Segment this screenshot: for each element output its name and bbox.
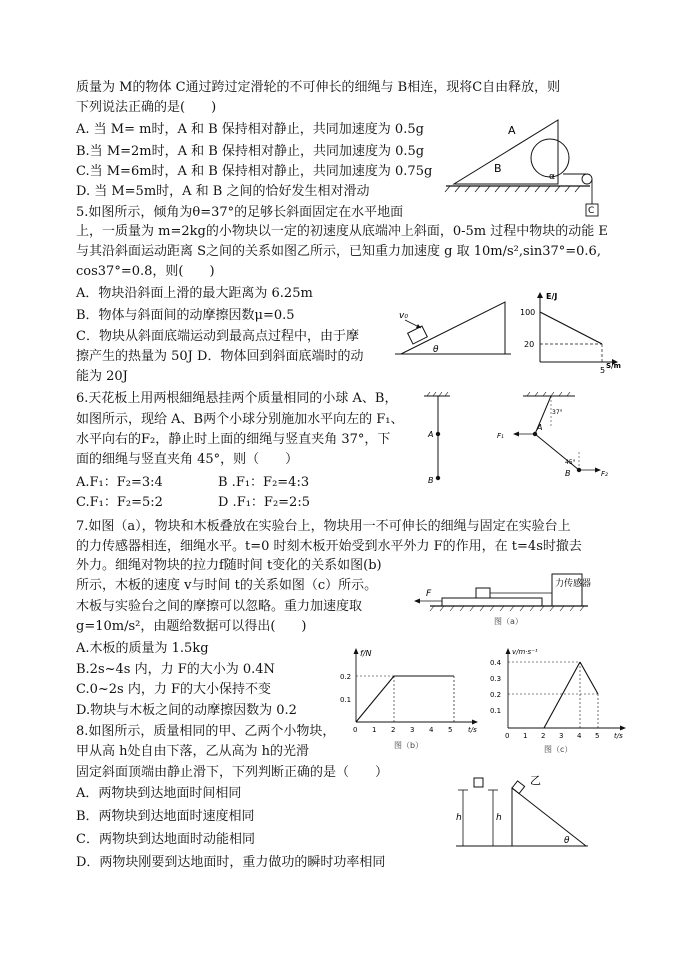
q7-graph-b-xtick-2: 2: [391, 726, 396, 734]
q7-graph-c-xlabel: t/s: [614, 732, 623, 740]
q7-graph-b-ylabel: f/N: [360, 649, 372, 658]
q5-graph-ylabel: E/J: [546, 292, 558, 301]
q4-option-c: C.当 M=6m时，A 和 B 保持相对静止，共同加速度为 0.75g: [76, 164, 433, 179]
q8-stem-line-2: 甲从高 h处自由下落，乙从高为 h的光滑: [76, 744, 310, 759]
q5-graph-y100: 100: [520, 308, 536, 317]
q6-initial-figure: [422, 392, 452, 488]
q6-fig1-label-b: B: [428, 476, 434, 485]
q6-fig2-label-ang1: 37°: [552, 409, 563, 416]
q7-graph-c-xtick-0: 0: [505, 732, 510, 740]
q5-label-theta: θ: [433, 345, 439, 355]
q6-fig1-label-a: A: [428, 430, 434, 439]
q7-stem-line-2: 的力传感器相连，细绳水平。t=0 时刻木板开始受到水平外力 F的作用，在 t=4s时撤去: [76, 539, 582, 554]
q7-graph-c-xtick-1: 1: [523, 732, 528, 740]
q8-option-c: C．两物块到达地面时动能相同: [76, 832, 255, 847]
q4-label-a: A: [508, 124, 516, 137]
q5-option-d: 能为 20J: [76, 369, 128, 384]
q5-option-b: B．物体与斜面间的动摩擦因数μ=0.5: [76, 308, 295, 323]
q8-option-b: B．两物块到达地面时速度相同: [76, 809, 255, 824]
q5-graph-y20: 20: [524, 340, 535, 349]
q4-option-b: B.当 M=2m时，A 和 B 保持相对静止，共同加速度为 0.5g: [76, 144, 425, 159]
q4-label-b: B: [494, 162, 502, 175]
q7-option-b: B.2s~4s 内，力 F的大小为 0.4N: [76, 662, 275, 677]
q7-graph-c-ylabel: v/m·s⁻¹: [512, 648, 538, 656]
q7-stem-line-4: 所示，木板的速度 v与时间 t的关系如图（c）所示。: [76, 578, 378, 593]
q8-stem-line-3: 固定斜面顶端由静止滑下，下列判断正确的是（ ）: [76, 765, 389, 780]
q6-stem-line-1: 6.天花板上用两根細绳悬挂两个质量相同的小球 A、B，: [76, 391, 398, 406]
q6-stem-line-4: 面的细绳与竖直夹角 45°，则（ ）: [76, 452, 299, 467]
q7-graph-b-xtick-5: 5: [448, 726, 453, 734]
q7-graph-b: [340, 644, 490, 752]
q7-graph-b-xtick-4: 4: [429, 726, 434, 734]
q7-graph-c-xtick-4: 4: [577, 732, 582, 740]
q7-fig-a-force-label: F: [426, 589, 432, 599]
q7-graph-c-xtick-3: 3: [559, 732, 564, 740]
q7-stem-line-5: 木板与实验台之间的摩擦可以忽略。重力加速度取: [76, 599, 363, 614]
q7-stem-line-3: 外力。细绳对物块的拉力f随时间 t变化的关系如图(b): [76, 558, 382, 573]
q4-label-c: C: [588, 206, 595, 216]
q4-option-a: A. 当 M= m时，A 和 B 保持相对静止，共同加速度为 0.5g: [76, 122, 424, 137]
q7-stem-line-1: 7.如图（a），物块和木板叠放在实验台上，物块用一不可伸长的细绳与固定在实验台上: [76, 519, 571, 534]
q8-stem-line-1: 8.如图所示，质量相同的甲、乙两个小物块，: [76, 724, 336, 739]
q7-graph-c-ytick-0.2: 0.2: [490, 691, 502, 699]
q7-graph-c-ytick-0.4: 0.4: [490, 659, 502, 667]
q6-stem-line-3: 水平向右的F₂，静止时上面的细绳与竖直夹角 37°，下: [76, 432, 391, 447]
q8-label-yi: 乙: [530, 774, 541, 787]
q7-graph-b-xlabel: t/s: [468, 726, 477, 734]
q5-option-a: A．物块沿斜面上滑的最大距离为 6.25m: [76, 286, 313, 301]
q7-graph-c: [488, 644, 636, 756]
q5-energy-graph: [512, 290, 622, 378]
q7-graph-b-caption: 图（b）: [394, 741, 424, 750]
q7-stem-line-6: g=10m/s²，由题给数据可以得出( ): [76, 619, 307, 634]
q5-stem-line-3: 与其沿斜面运动距离 S之间的关系如图乙所示，已知重力加速度 g 取 10m/s²,sin37°=0.6,: [76, 244, 601, 259]
q5-option-c: C．物块从斜面底端运动到最高点过程中，由于摩: [76, 329, 359, 344]
q7-option-a: A.木板的质量为 1.5kg: [76, 641, 209, 656]
q6-option-c: C.F₁：F₂=5:2: [76, 495, 163, 510]
q7-apparatus-figure: [414, 570, 594, 630]
q8-option-d: D．两物块刚要到达地面时，重力做功的瞬时功率相同: [76, 855, 386, 870]
q5-graph-xlabel: S/m: [606, 362, 621, 370]
q6-fig2-label-ang2: 45°: [565, 459, 576, 466]
q8-option-a: A．两物块到达地面时间相同: [76, 786, 242, 801]
q8-label-h1: h: [456, 813, 462, 823]
q7-graph-b-xtick-3: 3: [410, 726, 415, 734]
q7-graph-c-ytick-0.3: 0.3: [490, 675, 502, 683]
q7-fig-a-sensor-label-1: 力传感器: [555, 579, 592, 589]
q5-label-v0: v₀: [399, 311, 408, 321]
q7-fig-a-caption: 图（a）: [494, 617, 523, 626]
q7-graph-c-xtick-2: 2: [541, 732, 546, 740]
q6-fig2-label-f1: F₁: [497, 432, 504, 440]
q7-option-c: C.0~2s 内，力 F的大小保持不变: [76, 682, 272, 697]
q7-graph-b-xtick-0: 0: [353, 726, 358, 734]
q5-stem-line-2: 上，一质量为 m=2kg的小物块以一定的初速度从底端冲上斜面，0-5m 过程中物块的动能 E: [76, 224, 608, 239]
q5-stem-line-1: 5.如图所示，倾角为θ=37°的足够长斜面固定在水平地面: [76, 205, 404, 220]
q7-graph-c-xtick-5: 5: [595, 732, 600, 740]
q7-graph-b-xtick-1: 1: [372, 726, 377, 734]
q6-fig2-label-f2: F₂: [601, 470, 608, 478]
q4-label-alpha: α: [549, 172, 555, 182]
q6-force-figure: [495, 392, 625, 488]
q6-fig2-label-b: B: [565, 469, 571, 478]
q4-stem-line-2: 下列说法正确的是( ): [76, 100, 217, 115]
q8-drop-incline-figure: [452, 770, 592, 852]
q7-option-d: D.物块与木板之间的动摩擦因数为 0.2: [76, 703, 297, 718]
q5-graph-x5: 5: [600, 366, 606, 375]
q6-option-b: B .F₁：F₂=4:3: [218, 475, 310, 490]
q6-fig2-label-a: A: [537, 423, 543, 432]
q7-graph-c-ytick-0.1: 0.1: [490, 707, 502, 715]
q7-graph-c-caption: 图（c）: [544, 745, 573, 754]
q4-stem-line-1: 质量为 M的物体 C通过跨过定滑轮的不可伸长的细绳与 B相连，现将C自由释放，则: [76, 80, 561, 95]
q8-label-h2: h: [496, 813, 502, 823]
q4-incline-figure: [440, 118, 610, 223]
q5-option-c-d: 擦产生的热量为 50J D．物体回到斜面底端时的动: [76, 349, 364, 364]
q7-graph-b-ytick-0.1: 0.1: [340, 696, 352, 704]
q6-option-d: D .F₁：F₂=2:5: [218, 495, 310, 510]
q5-stem-line-4: cos37°=0.8，则( ): [76, 264, 215, 279]
q6-stem-line-2: 如图所示，现给 A、B两个小球分别施加水平向左的 F₁、: [76, 412, 404, 427]
q4-option-d: D. 当 M=5m时，A 和 B 之间的恰好发生相对滑动: [76, 184, 370, 199]
q6-option-a: A.F₁：F₂=3:4: [76, 475, 163, 490]
q5-incline-figure: [395, 298, 515, 360]
q8-label-theta: θ: [564, 836, 570, 846]
q7-graph-b-ytick-0.2: 0.2: [340, 673, 352, 681]
